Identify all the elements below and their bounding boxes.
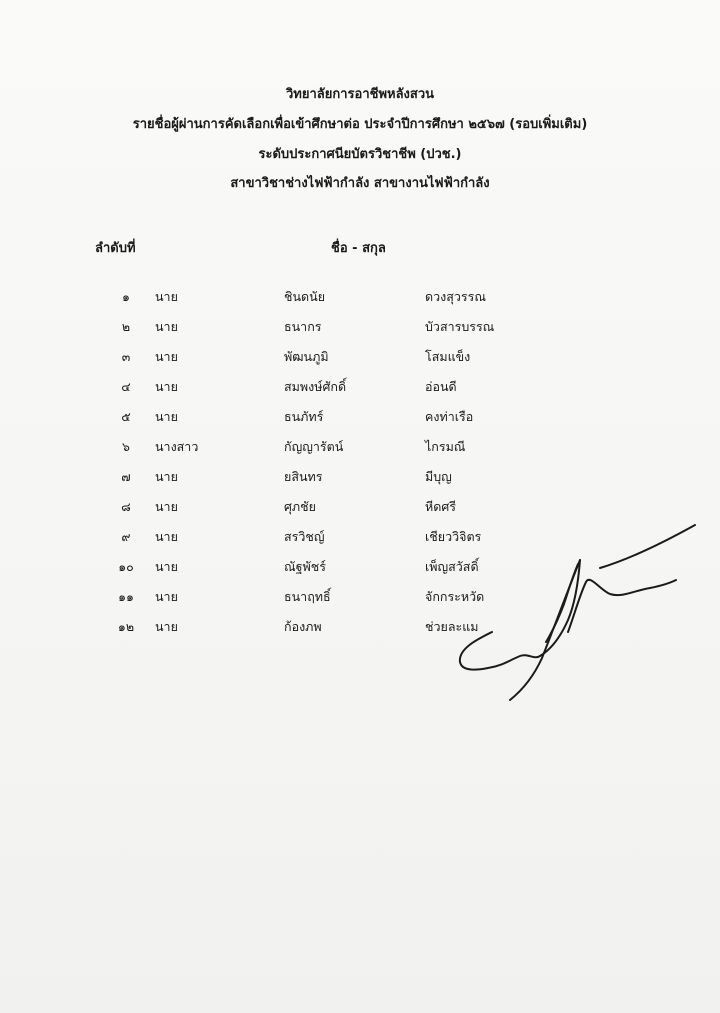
student-first-name: ยสินทร — [284, 469, 323, 484]
student-number: ๑ — [122, 289, 130, 304]
student-title: นาย — [155, 499, 178, 514]
student-number: ๗ — [121, 469, 131, 484]
column-header-order: ลำดับที่ — [95, 241, 136, 256]
list-item — [0, 437, 720, 467]
student-title: นาย — [155, 469, 178, 484]
student-first-name: สมพงษ์ศักดิ์ — [284, 379, 347, 394]
signature-ascending-stroke — [600, 525, 695, 568]
student-number: ๔ — [121, 379, 131, 394]
list-item — [0, 347, 720, 377]
announcement-title: รายชื่อผู้ผ่านการคัดเลือกเพื่อเข้าศึกษาต่อ ประจำปีการศึกษา ๒๕๖๗ (รอบเพิ่มเติม) — [132, 117, 588, 132]
student-number: ๓ — [121, 349, 131, 364]
student-last-name: ช่วยละแม — [425, 619, 479, 634]
student-title: นาย — [155, 379, 178, 394]
student-number: ๘ — [121, 499, 131, 514]
list-item — [0, 287, 720, 317]
student-number: ๒ — [121, 319, 131, 334]
student-title: นาย — [155, 409, 178, 424]
student-title: นาย — [155, 559, 178, 574]
list-item — [0, 317, 720, 347]
student-first-name: สรวิชญ์ — [284, 529, 325, 544]
student-last-name: หีดศรี — [425, 499, 457, 514]
student-last-name: เชียววิจิตร — [425, 529, 482, 544]
student-first-name: ธนาฤทธิ์ — [284, 589, 331, 604]
student-last-name: เพ็ญสวัสดิ์ — [425, 559, 479, 574]
student-number: ๖ — [122, 439, 130, 454]
student-first-name: ก้องภพ — [284, 619, 322, 634]
student-first-name: ธนภัทร์ — [284, 409, 324, 424]
student-number: ๙ — [121, 529, 131, 544]
student-title: นาย — [155, 349, 178, 364]
student-first-name: พัฒนภูมิ — [284, 349, 329, 364]
signature-loop-stroke — [460, 560, 580, 670]
list-item — [0, 377, 720, 407]
student-last-name: อ่อนดี — [425, 379, 457, 394]
column-header-name: ชื่อ - สกุล — [331, 241, 386, 256]
department-name: สาขาวิชาช่างไฟฟ้ากำลัง สาขางานไฟฟ้ากำลัง — [230, 176, 490, 191]
program-level: ระดับประกาศนียบัตรวิชาชีพ (ปวช.) — [258, 147, 462, 162]
student-title: นาย — [155, 589, 178, 604]
student-first-name: ชินดนัย — [284, 289, 326, 304]
student-first-name: ณัฐพัชร์ — [284, 559, 326, 574]
student-last-name: ไกรมณี — [425, 439, 466, 454]
student-title: นาย — [155, 319, 178, 334]
list-item — [0, 467, 720, 497]
student-title: นาย — [155, 619, 178, 634]
student-first-name: ธนากร — [284, 319, 322, 334]
institution-name: วิทยาลัยการอาชีพหลังสวน — [285, 87, 435, 102]
student-number: ๑๐ — [118, 559, 134, 574]
student-last-name: โสมแข็ง — [425, 349, 471, 364]
student-last-name: คงท่าเรือ — [425, 409, 474, 424]
student-first-name: ศุภชัย — [284, 499, 316, 514]
student-title: นางสาว — [155, 439, 199, 454]
student-title: นาย — [155, 289, 178, 304]
student-title: นาย — [155, 529, 178, 544]
list-item — [0, 407, 720, 437]
student-number: ๑๑ — [118, 589, 134, 604]
student-last-name: ดวงสุวรรณ — [425, 289, 486, 304]
student-last-name: มีบุญ — [425, 469, 452, 484]
student-last-name: จักกระหวัด — [425, 589, 485, 604]
student-last-name: บัวสารบรรณ — [425, 319, 495, 334]
student-first-name: กัญญารัตน์ — [284, 439, 344, 454]
signature-swash-stroke — [568, 580, 676, 632]
signature — [450, 520, 710, 710]
student-number: ๕ — [121, 409, 131, 424]
student-number: ๑๒ — [117, 619, 135, 634]
